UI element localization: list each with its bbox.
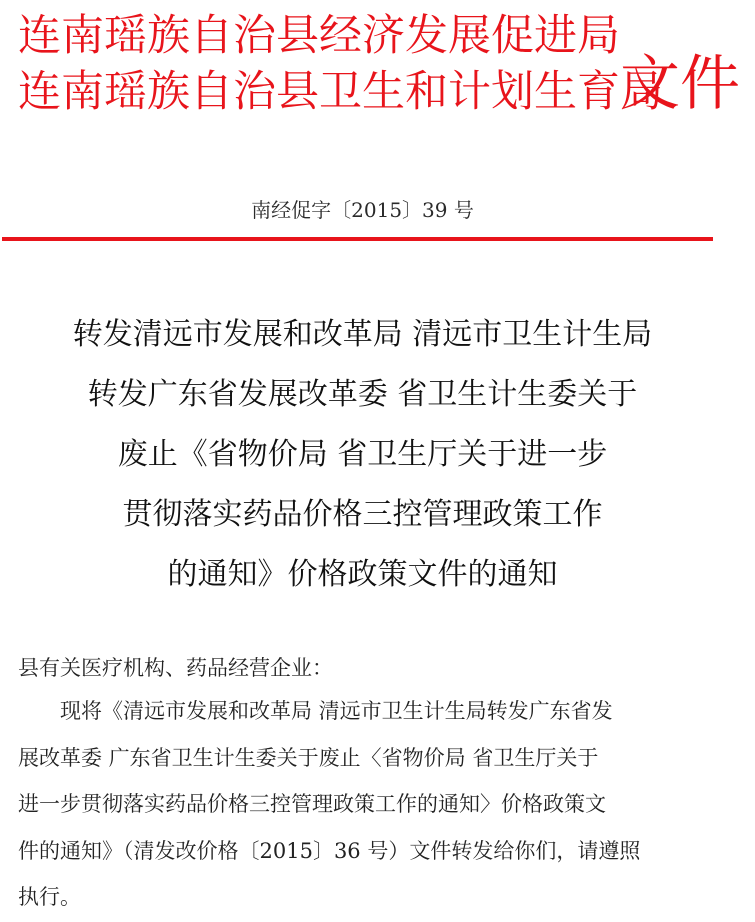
title-line: 贯彻落实药品价格三控管理政策工作 — [122, 497, 603, 532]
paragraph-line: 展改革委 广东省卫生计生委关于废止〈省物价局 省卫生厅关于 — [18, 745, 599, 770]
addressee: 县有关医疗机构、药品经营企业： — [18, 656, 333, 680]
title-line: 转发广东省发展改革委 省卫生计生委关于 — [87, 377, 638, 412]
issuer-health-bureau: 连南瑶族自治县卫生和计划生育局 — [18, 67, 663, 117]
title-line: 废止《省物价局 省卫生厅关于进一步 — [117, 437, 608, 472]
document-type-label: 文件 — [620, 49, 740, 119]
issuer-economic-bureau: 连南瑶族自治县经济发展促进局 — [18, 11, 620, 61]
document-title — [0, 305, 725, 605]
document-body — [18, 648, 708, 921]
paragraph-line: 现将《清远市发展和改革局 清远市卫生计生局转发广东省发 — [60, 699, 613, 723]
document-number: 南经促字〔2015〕39 号 — [251, 198, 474, 222]
paragraph-line: 执行。 — [18, 885, 81, 909]
issuer-block — [18, 8, 663, 120]
title-line: 转发清远市发展和改革局 清远市卫生计生局 — [72, 317, 653, 352]
red-divider-line — [2, 237, 713, 241]
paragraph-line: 件的通知》（清发改价格〔2015〕36 号）文件转发给你们，请遵照 — [18, 838, 641, 863]
paragraph-line: 进一步贯彻落实药品价格三控管理政策工作的通知〉价格政策文 — [18, 792, 606, 816]
title-line: 的通知》价格政策文件的通知 — [167, 557, 558, 592]
